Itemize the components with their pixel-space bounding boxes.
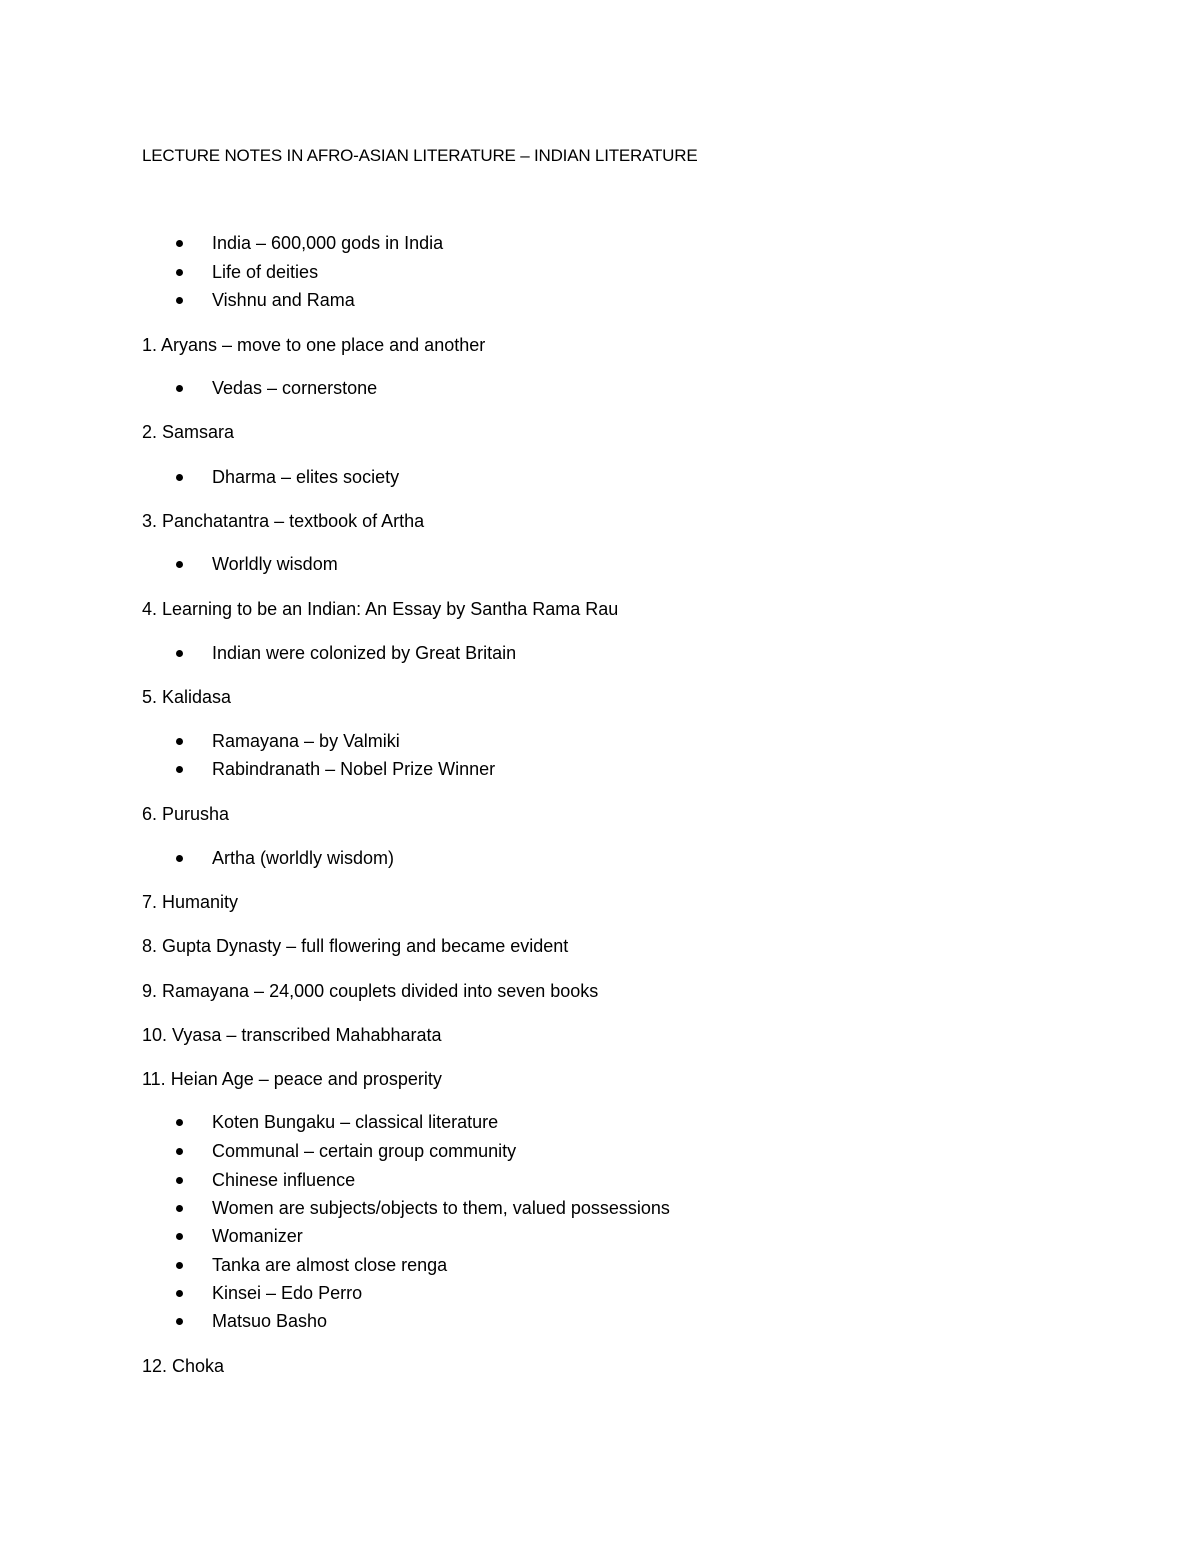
section-heading: 5. Kalidasa xyxy=(142,687,232,707)
bullet-icon xyxy=(176,385,183,392)
bullet-icon xyxy=(176,738,183,745)
document-page: LECTURE NOTES IN AFRO-ASIAN LITERATURE – INDIAN LITERATURE India – 600,000 gods in India Life of deities Vishnu and Rama 1. Aryans – move to one place and another Vedas – cornerstone 2. Samsara Dharma – elites society 3. Panchatantra – textbook of Artha Worldly wisdom 4. Learning to be an Indian: An Essay by Santha Rama Rau Indian were colonized by Great Britain 5. Kalidasa Ramayana – by Valmiki Rabindranath – Nobel Prize Winner 6. Purusha Artha (worldly wisdom) 7. Humanity 8. Gupta Dynasty – full flowering and became evident 9. Ramayana – 24,000 couplets divided into seven books 10. Vyasa – transcribed Mahabharata 11. Heian Age – peace and prosperity Koten Bungaku – classical literature Communal – certain group community Chinese influence Women are subjects/objects to them, valued possessions Womanizer Tanka are almost close renga Kinsei – Edo Perro Matsuo Basho 12. Choka xyxy=(0,0,1200,1553)
section-heading: 7. Humanity xyxy=(142,892,239,912)
section-heading: 12. Choka xyxy=(142,1356,225,1376)
bullet-icon xyxy=(176,1290,183,1297)
document-title: LECTURE NOTES IN AFRO-ASIAN LITERATURE – INDIAN LITERATURE xyxy=(142,146,698,165)
section-heading: 1. Aryans – move to one place and another xyxy=(142,335,486,355)
section-heading: 3. Panchatantra – textbook of Artha xyxy=(142,511,425,531)
section-heading: 8. Gupta Dynasty – full flowering and became evident xyxy=(142,936,569,956)
bullet-icon xyxy=(176,1148,183,1155)
section-heading: 6. Purusha xyxy=(142,804,230,824)
section-heading: 11. Heian Age – peace and prosperity xyxy=(142,1069,442,1089)
bullet-icon xyxy=(176,650,183,657)
bullet-icon xyxy=(176,240,183,247)
bullet-icon xyxy=(176,1318,183,1325)
bullet-icon xyxy=(176,1177,183,1184)
bullet-icon xyxy=(176,1205,183,1212)
bullet-icon xyxy=(176,766,183,773)
section-heading: 9. Ramayana – 24,000 couplets divided into seven books xyxy=(142,981,599,1001)
bullet-icon xyxy=(176,1119,183,1126)
section-heading: 10. Vyasa – transcribed Mahabharata xyxy=(142,1025,442,1045)
section-heading: 4. Learning to be an Indian: An Essay by Santha Rama Rau xyxy=(142,599,619,619)
bullet-icon xyxy=(176,297,183,304)
bullet-icon xyxy=(176,1233,183,1240)
bullet-icon xyxy=(176,1262,183,1269)
bullet-icon xyxy=(176,855,183,862)
bullet-icon xyxy=(176,269,183,276)
section-heading: 2. Samsara xyxy=(142,422,235,442)
bullet-icon xyxy=(176,474,183,481)
bullet-icon xyxy=(176,561,183,568)
